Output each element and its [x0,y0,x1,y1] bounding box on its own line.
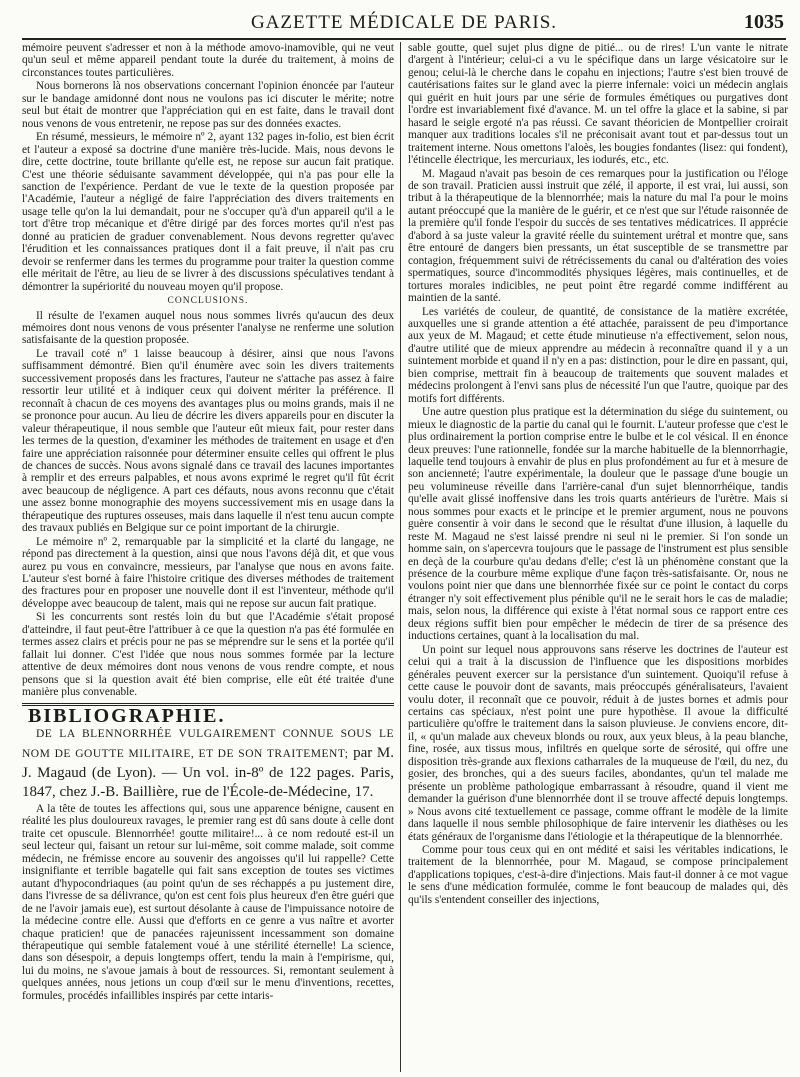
paragraph: Les variétés de couleur, de quantité, de consistance de la matière excrétée, auxquelles une si grande attention a été attachée, paraissent de peu d'importance aux yeux de M. Magaud; et cette étude minutieuse n'a effectivement, selon nous, d'autre utilité que de mieux apprendre au médecin à reconnaître quand il y a un suintement morbide et quand il n'y en a pas: distinction, pour le dire en passant, qui, bien comprise, mettrait fin à beaucoup de traitements que souvent malades et médecins prolongent à l'envi sans plus de nécessité l'un que l'autre, quoique par des motifs fort différents. [408,305,788,405]
page-header [22,8,786,40]
paragraph: sable goutte, quel sujet plus digne de pitié... ou de rires! L'un vante le nitrate d'argent à l'intérieur; celui-ci a vu le spécifique dans un large vésicatoire sur le genou; celui-là le cherche dans le copahu en injections; l'autre s'est bien trouvé de cautérisations faites sur le gland avec la pierre infernale: voici un médecin anglais qui guérit en huit jours par une série de formules émétiques ou purgatives dont l'ordre est invariablement fixé d'avance. M. un tel offre la glace et la sabine, si par hasard le seigle ergoté n'a pas réussi. Ce savant théoricien de Montpellier croirait manquer aux traditions locales s'il ne préconisait avant tout et par-dessus tout un traitement interne. Nous omettons l'aloès, les bougies fondantes (lisez: qui fondent), l'étincelle électrique, les mercuriaux, les iodurés, etc., etc. [408,42,788,167]
book-reference: par M. J. Magaud (de Lyon). — Un vol. in-8º de 122 pages. Paris, 1847, chez J.-B. Baillière, rue de l'École-de-Médecine, 17. [22,745,394,801]
paragraph: Il résulte de l'examen auquel nous nous sommes livrés qu'aucun des deux mémoires dont nous venons de vous présenter l'analyse ne renferme une solution satisfaisante de la question proposée. [22,309,394,347]
paragraph: A la tête de toutes les affections qui, sous une apparence bénigne, causent en réalité les plus douloureux ravages, le premier rang est dû sans doute à celle dont traite cet opuscule. Blennorrhée! goutte militaire!... à ce nom redouté est-il un seul lecteur qui, faisant un retour sur lui-même, soit comme malade, soit comme médecin, ne frémisse encore au souvenir des angoisses qu'il lui rappelle? Cette insignifiante et terrible bagatelle qui fait sans exception de toutes ses victimes autant d'hypocondriaques (au point qu'un de ses réchappés a pu justement dire, dans l'ivresse de sa délivrance, qu'on est cent fois plus heureux d'en être guéri que de ne l'avoir jamais eue), est surtout désolante à cause de l'impuissance notoire de la médecine contre elle. Aussi que d'efforts en ce genre a vus naître et avorter chaque praticien! que de panacées rajeunissent incessamment son domaine thérapeutique qui semble fatalement voué à une stérilité éternelle! La science, dans son désespoir, a depuis longtemps offert, tendu la main à l'empirisme, qui, lui du moins, ne s'avoue jamais à bout de ressources. Si, remontant seulement à quelques années, nous jetions un coup d'œil sur le menu d'inventions, recettes, formules, procédés infaillibles inspirés par cette intaris- [22,803,394,1002]
right-column [408,42,788,907]
paragraph: Un point sur lequel nous approuvons sans réserve les doctrines de l'auteur est celui qui a trait à la discussion de l'influence que les dispositions morbides générales peuvent exercer sur la persistance d'un suintement. Quoiqu'il refuse à cette cause le pouvoir dont de savants, mais préoccupés généralisateurs, l'avaient voulu doter, il reconnaît que ce pouvoir, réduit à de justes bornes et admis pour certains cas spéciaux, n'est point une pure hypothèse. Il avoue la difficulté particulière qu'offre le traitement dans la saison pluvieuse. Je conviens encore, dit-il, « qu'un malade aux cheveux blonds ou roux, aux yeux bleus, à la peau blanche, fine, rosée, aux tissus mous, infiltrés en quelque sorte de sérosité, qui offre une disposition très-grande aux flexions catharrales de la muqueuse de l'œil, du nez, du gosier, des bronches, qui a des sueurs faciles, abondantes, qu'un tel malade me présente un problème pathologique embarrassant à résoudre, quand il vient me demander la guérison d'une blennorrhée dont il se trouve affecté depuis longtemps. » Nous avons cité textuellement ce passage, comme offrant le modèle de la limite dans laquelle il nous semble philosophique de faire intervenir les diathèses ou les états généraux de l'organisme dans l'étiologie et la thérapeutique de la blennorrhée. [408,643,788,843]
paragraph: Nous bornerons là nos observations concernant l'opinion énoncée par l'auteur sur le bandage amidonné dont nous ne voulons pas ici discuter le mérite; notre seul but était de montrer que l'appréciation qui en est faite, dans le travail dont nous venons de vous entretenir, ne repose pas sur des données exactes. [22,80,394,130]
paragraph: M. Magaud n'avait pas besoin de ces remarques pour la justification ou l'éloge de son travail. Praticien aussi instruit que zélé, il apporte, il est vrai, lui aussi, son tribut à la thérapeutique de la blennorrhée; mais la nature du mal l'a pour le moins autant préoccupé que la manière de le guérir, et ce n'est que sur l'étude raisonnée de la première qu'il fonde l'espoir du succès de ses tentatives médicatrices. Il apprécie d'abord à sa juste valeur la gravité réelle du suintement urétral et montre que, sans être entouré de dangers bien pressants, un état susceptible de se transmettre par contagion, fréquemment suivi de rétrécissements du canal ou d'altération des voies spermatiques, source d'incommodités physiques légères, mais continuelles, et de tortures morales indicibles, ne peut point être regardé comme indifférent au maintien de la santé. [408,167,788,305]
paragraph: mémoire peuvent s'adresser et non à la méthode amovo-inamovible, qui ne veut qu'un seul et même appareil pendant toute la durée du traitement, à moins de circonstances toutes particulières. [22,42,394,79]
book-title: DE LA BLENNORRHÉE VULGAIREMENT CONNUE SOUS LE NOM DE GOUTTE MILITAIRE, ET DE SON TRAITEMENT; [22,728,394,761]
column-divider [400,42,401,1072]
journal-title: GAZETTE MÉDICALE DE PARIS. [250,12,558,33]
paragraph: Le travail coté nº 1 laisse beaucoup à désirer, ainsi que nous l'avons suffisamment démontré. Bien qu'il énumère avec soin les divers traitements successivement proposés dans les fractures, l'auteur ne s'attache pas assez à faire ressortir leur utilité et à indiquer ceux qui doivent mériter la préférence. Il reconnaît à chacun de ces moyens des avantages plus ou moins grands, mais il ne se prononce pour aucun. Au lieu de décrire les divers appareils pour en discuter la valeur thérapeutique, il nous semble que l'auteur eût mieux fait, pour rester dans les termes de la question, d'examiner les méthodes de traitement en usage et d'en faire une appréciation raisonnée pour déterminer ensuite celles qui offrent le plus de chances de succès. Nous avons signalé dans ce travail des lacunes importantes à remplir et des erreurs palpables, et nous avons exprimé le regret qu'il fût écrit avec beaucoup de négligence. A part ces défauts, nous avons reconnu que c'était une assez bonne monographie des moyens successivement mis en usage dans la thérapeutique des ruptures osseuses, mais dans laquelle il n'est tenu aucun compte des travaux publiés en Belgique sur ce point important de la chirurgie. [22,347,394,535]
conclusions-heading: CONCLUSIONS. [167,296,249,307]
left-column [22,42,394,1003]
paragraph: Une autre question plus pratique est la détermination du siége du suintement, ou mieux le diagnostic de la partie du canal qui le fournit. L'auteur professe que c'est le plus ordinairement la portion comprise entre le bulbe et le col vésical. Il en énonce deux preuves: l'une rationnelle, fondée sur la marche habituelle de la blennorrhagie, laquelle tend toujours à envahir de plus en plus profondément au fur et à mesure de son ancienneté; l'autre expérimentale, la douleur que le passage d'une bougie un peu volumineuse réveille dans l'arrière-canal d'un sujet blennorrhéique, tandis qu'elle avait glissé inoffensive dans les trois quarts antérieurs de l'urètre. Mais si nous sommes pour exacts et le principe et le premier argument, nous ne pouvons guère consentir à voir dans le second que le résultat d'une illusion, à laquelle du reste M. Magaud ne s'est laissé prendre ni seul ni le premier. Si l'on sonde un homme sain, on s'apercevra toujours que le passage de l'instrument est plus sensible en deçà de la courbure qu'au dedans d'elle; c'est là un phénomène constant que la présence de la courbure même explique d'une façon très-satisfaisante. Or, nous ne voulons point nier que dans une blennorrhée fixée sur ce point le contact du corps étranger n'y soit effectivement plus pénible qu'il ne le serait hors le cas de maladie; mais, selon nous, la différence qui existe à l'état normal sous ce rapport entre ces deux régions suffit bien pour empêcher le médecin de tirer de sa présence des inductions certaines, quant à la localisation du mal. [408,406,788,643]
bibliography-heading: BIBLIOGRAPHIE. [28,704,226,727]
bibliography-title [22,724,394,802]
paragraph: En résumé, messieurs, le mémoire nº 2, ayant 132 pages in-folio, est bien écrit et l'auteur a exposé sa doctrine d'une manière très-lucide. Mais, nous devons le dire, cette doctrine, toute brillante qu'elle est, ne repose sur aucun fait pratique. C'est une théorie séduisante savamment développée, qui n'a pas pour elle la sanction de l'expérience. Perdant de vue le texte de la question proposée par l'Académie, l'auteur a négligé de faire l'appréciation des divers traitements en usage telle qu'on la lui demandait, pour ne s'occuper qu'à d'un appareil qu'il a le tort d'être trop mécanique et d'être dirigé par des forces mortes qu'il n'est pas donné au praticien de graduer convenablement. Nous devons regretter qu'avec l'érudition et les connaissances pratiques dont il a fait preuve, il n'ait pas cru devoir se renfermer dans les termes du programme pour traiter la question comme elle méritait de l'être, au lieu de se livrer à des discussions spéculatives tendant à démontrer la supériorité du nouveau moyen qu'il propose. [22,131,394,293]
paragraph: Si les concurrents sont restés loin du but que l'Académie s'était proposé d'atteindre, il faut peut-être l'attribuer à ce que la question n'a pas été formulée en termes assez clairs et précis pour ne pas se méprendre sur le sens et la portée qu'il fallait lui donner. C'est l'idée que nous nous sommes formée par la lecture attentive de deux mémoires dont nous venons de vous rendre compte, et nous pensons que si la question avait été bien comprise, elle eût été traitée d'une manière plus convenable. [22,611,394,699]
page-number: 1035 [744,11,784,33]
paragraph: Comme pour tous ceux qui en ont médité et saisi les véritables indications, le traitement de la blennorrhée, pour M. Magaud, se compose principalement d'applications topiques, c'est-à-dire d'injections. Mais faut-il donner à ce mot vague le sens d'une médication formulée, comme le font beaucoup de malades qui, dès qu'ils s'entendent conseiller des injections, [408,844,788,906]
paragraph: Le mémoire nº 2, remarquable par la simplicité et la clarté du langage, ne répond pas directement à la question, ainsi que nous l'avons déjà dit, et que vous aurez pu vous en convaincre, messieurs, par l'analyse que nous en avons faite. L'auteur s'est borné à faire l'histoire critique des diverses méthodes de traitement des fractures pour en proposer une nouvelle dont il est l'inventeur, méthode qu'il développe avec beaucoup de talent, mais qui ne repose sur aucun fait pratique. [22,535,394,610]
